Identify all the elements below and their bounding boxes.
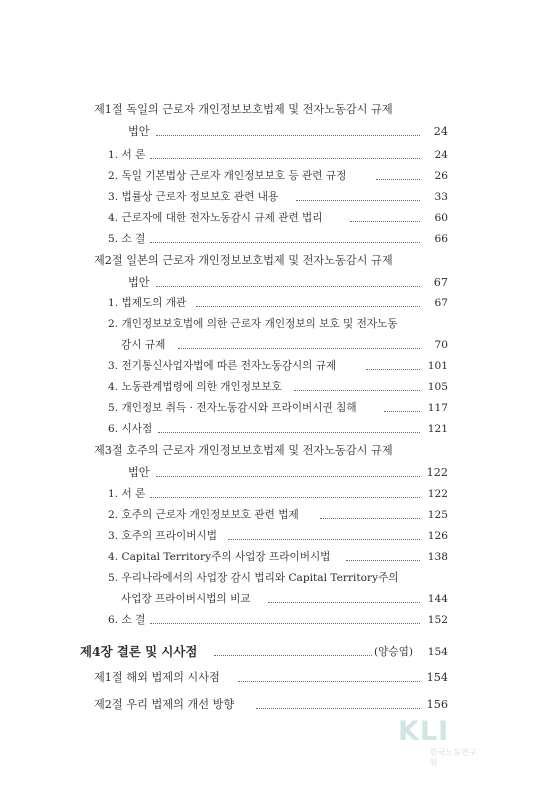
toc-item bbox=[0, 293, 542, 313]
toc-entry-text: 사업장 프라이버시법의 비교 bbox=[121, 593, 251, 605]
toc-page-number: 138 bbox=[427, 551, 448, 563]
toc-entry-text: 제2절 우리 법제의 개선 방향 bbox=[94, 698, 235, 711]
toc-leader bbox=[150, 242, 420, 243]
toc-entry-text: 1. 서 론 bbox=[108, 488, 146, 500]
toc-entry-text: 3. 법률상 근로자 정보보호 관련 내용 bbox=[108, 191, 279, 203]
toc-entry-text: 제1절 독일의 근로자 개인정보보호법제 및 전자노동감시 규제 bbox=[94, 103, 393, 116]
toc-entry-text: 6. 소 결 bbox=[108, 614, 146, 626]
toc-entry-text: 법안 bbox=[128, 125, 150, 138]
toc-leader bbox=[376, 179, 420, 180]
toc-section-3-heading-cont bbox=[0, 463, 542, 483]
toc-entry-text: 4. Capital Territory주의 사업장 프라이버시법 bbox=[108, 551, 331, 563]
toc-leader bbox=[156, 476, 420, 477]
toc-author: (양승엽) bbox=[374, 646, 413, 658]
toc-item bbox=[0, 229, 542, 249]
toc-item-cont bbox=[0, 589, 542, 609]
toc-page-number: 66 bbox=[434, 233, 448, 245]
toc-item-cont bbox=[0, 335, 542, 355]
toc-item bbox=[0, 377, 542, 397]
toc-page-number: 67 bbox=[433, 276, 448, 289]
toc-page-number: 154 bbox=[427, 646, 448, 658]
toc-leader bbox=[196, 306, 420, 307]
toc-page-number: 67 bbox=[434, 297, 448, 309]
toc-leader bbox=[384, 411, 420, 412]
toc-entry-text: 제2절 일본의 근로자 개인정보보호법제 및 전자노동감시 규제 bbox=[94, 254, 393, 267]
toc-entry-text: 감시 규제 bbox=[121, 339, 166, 351]
toc-entry-text: 6. 시사점 bbox=[108, 423, 153, 435]
toc-section-3-heading bbox=[0, 441, 542, 461]
toc-entry-text: 3. 호주의 프라이버시법 bbox=[108, 530, 217, 542]
toc-entry-text: 1. 서 론 bbox=[108, 149, 146, 161]
toc-item bbox=[0, 187, 542, 207]
toc-entry-text: 5. 우리나라에서의 사업장 감시 법리와 Capital Territory주의 bbox=[108, 572, 399, 584]
toc-item bbox=[0, 547, 542, 567]
toc-leader bbox=[150, 497, 420, 498]
toc-leader bbox=[268, 602, 420, 603]
toc-leader bbox=[346, 560, 420, 561]
toc-leader bbox=[178, 348, 420, 349]
toc-chapter-4 bbox=[0, 642, 542, 662]
toc-item bbox=[0, 314, 542, 334]
toc-entry-text: 1. 법제도의 개관 bbox=[108, 297, 187, 309]
toc-leader bbox=[150, 623, 420, 624]
toc-entry-text: 제4장 결론 및 시사점 bbox=[80, 644, 198, 659]
toc-leader bbox=[350, 221, 420, 222]
toc-leader bbox=[156, 286, 420, 287]
toc-item bbox=[0, 526, 542, 546]
toc-entry-text: 5. 개인정보 취득 · 전자노동감시와 프라이버시권 침해 bbox=[108, 402, 357, 414]
toc-entry-text: 4. 근로자에 대한 전자노동감시 규제 관련 법리 bbox=[108, 212, 323, 224]
toc-leader bbox=[294, 390, 420, 391]
toc-page-number: 122 bbox=[427, 488, 448, 500]
toc-entry-text: 법안 bbox=[128, 276, 150, 289]
toc-leader bbox=[320, 518, 420, 519]
toc-section bbox=[0, 695, 542, 715]
toc-item bbox=[0, 145, 542, 165]
toc-leader bbox=[256, 708, 420, 709]
toc-entry-text: 2. 호주의 근로자 개인정보보호 관련 법제 bbox=[108, 509, 299, 521]
toc-item bbox=[0, 505, 542, 525]
toc-page-number: 26 bbox=[434, 170, 448, 182]
toc-leader bbox=[366, 369, 420, 370]
toc-item bbox=[0, 568, 542, 588]
toc-page-number: 24 bbox=[433, 125, 448, 138]
toc-entry-text: 2. 독일 기본법상 근로자 개인정보보호 등 관련 규정 bbox=[108, 170, 347, 182]
toc-entry-text: 3. 전기통신사업자법에 따른 전자노동감시의 규제 bbox=[108, 360, 337, 372]
toc-section-2-heading bbox=[0, 251, 542, 271]
toc-item bbox=[0, 484, 542, 504]
toc-page-number: 105 bbox=[427, 381, 448, 393]
toc-page-number: 125 bbox=[427, 509, 448, 521]
kli-watermark-logo bbox=[398, 716, 478, 767]
kli-logo-subtitle: 한국노동연구원 bbox=[430, 748, 477, 767]
toc-section-2-heading-cont bbox=[0, 273, 542, 293]
toc-section bbox=[0, 668, 542, 688]
toc-leader bbox=[238, 681, 420, 682]
toc-page-number: 121 bbox=[427, 423, 448, 435]
toc-entry-text: 제3절 호주의 근로자 개인정보보호법제 및 전자노동감시 규제 bbox=[94, 444, 393, 457]
toc-page-number: 33 bbox=[434, 191, 448, 203]
kli-logo-mark: KLI bbox=[398, 716, 450, 747]
toc-item bbox=[0, 166, 542, 186]
toc-page-number: 70 bbox=[434, 339, 448, 351]
toc-leader bbox=[228, 539, 420, 540]
toc-leader bbox=[158, 432, 420, 433]
toc-page-number: 154 bbox=[426, 671, 448, 684]
toc-section-1-heading-cont bbox=[0, 122, 542, 142]
toc-entry-text: 제1절 해외 법제의 시사점 bbox=[94, 671, 220, 684]
toc-page-number: 101 bbox=[427, 360, 448, 372]
toc-leader bbox=[214, 655, 372, 656]
toc-page-number: 144 bbox=[427, 593, 448, 605]
toc-page-number: 24 bbox=[434, 149, 448, 161]
toc-leader bbox=[156, 135, 420, 136]
toc-entry-text: 법안 bbox=[128, 466, 150, 479]
toc-item bbox=[0, 356, 542, 376]
toc-entry-text: 5. 소 결 bbox=[108, 233, 146, 245]
toc-page-number: 117 bbox=[427, 402, 448, 414]
toc-page-number: 152 bbox=[427, 614, 448, 626]
toc-item bbox=[0, 398, 542, 418]
toc-entry-text: 2. 개인정보보호법에 의한 근로자 개인정보의 보호 및 전자노동 bbox=[108, 318, 398, 330]
toc-page-number: 122 bbox=[426, 466, 448, 479]
toc-item bbox=[0, 610, 542, 630]
toc-page-number: 126 bbox=[427, 530, 448, 542]
toc-item bbox=[0, 419, 542, 439]
toc-section-1-heading bbox=[0, 100, 542, 120]
toc-leader bbox=[150, 158, 420, 159]
toc-page-number: 60 bbox=[434, 212, 448, 224]
toc-entry-text: 4. 노동관계법령에 의한 개인정보보호 bbox=[108, 381, 282, 393]
toc-leader bbox=[296, 200, 420, 201]
toc-page-number: 156 bbox=[426, 698, 448, 711]
toc-item bbox=[0, 208, 542, 228]
